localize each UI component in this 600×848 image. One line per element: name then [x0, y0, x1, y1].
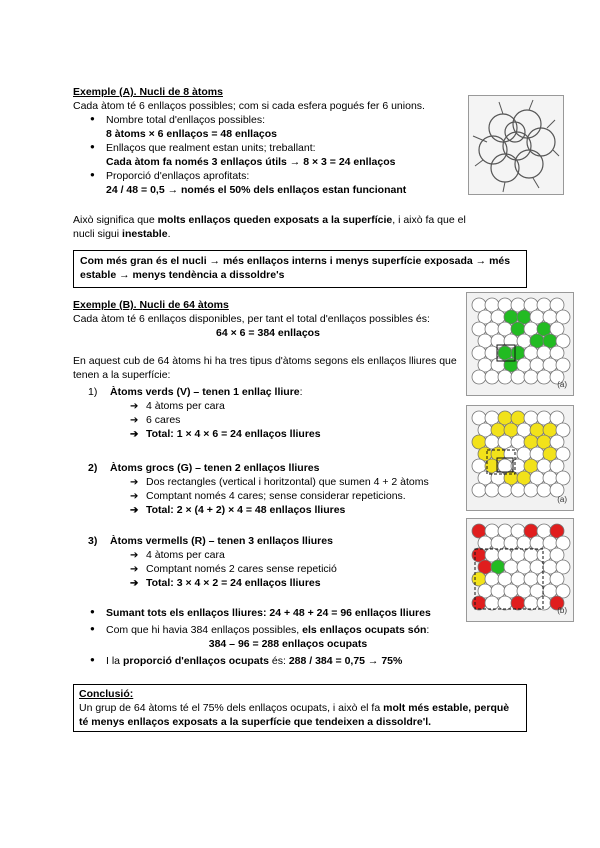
text: Com que hi havia 384 enllaços possibles,	[106, 623, 303, 636]
yellow-atoms-list	[130, 476, 458, 518]
example-b-types-intro: En aquest cub de 64 àtoms hi ha tres tipus d'àtoms segons els enllaços lliures que tenen a la superfície:	[73, 355, 457, 381]
figure-red-atoms	[466, 518, 574, 622]
example-a-intro: Cada àtom té 6 enllaços possibles; com si cada esfera pogués fer 6 unions.	[73, 100, 425, 112]
list-item: ➔ 4 àtoms per cara	[130, 549, 458, 563]
figure-8-atoms	[468, 95, 564, 195]
text-bold: Sumant tots els enllaços lliures:	[106, 607, 270, 619]
conclusion-box	[73, 684, 527, 732]
atom	[524, 370, 538, 384]
green-atoms-list	[130, 400, 458, 442]
example-a-conclusion	[73, 214, 473, 242]
colon: :	[299, 386, 303, 398]
colon: :	[426, 623, 430, 636]
atom	[524, 596, 538, 610]
text: I la	[106, 654, 123, 667]
example-b-total: 64 × 6 = 384 enllaços	[216, 327, 320, 339]
text: Un grup de 64 àtoms té el 75% dels enllaços ocupats, i això el fa	[79, 701, 384, 714]
list-item: ➔ Dos rectangles (vertical i horitzontal) que sumen 4 + 2 àtoms	[130, 476, 458, 490]
atom	[472, 370, 486, 384]
summary-occupied	[88, 624, 488, 652]
green-atoms-section	[88, 386, 458, 442]
summary-sum	[88, 607, 488, 621]
list-item: ➔ Comptant només 4 cares; sense considerar repeticions.	[130, 490, 458, 504]
list-number: 2)	[88, 462, 98, 474]
list-item: ➔ 6 cares	[130, 414, 458, 428]
example-a-bullets	[88, 114, 468, 198]
text: .	[167, 227, 171, 240]
text-bold: 288 / 384 = 0,75 → 75%	[288, 654, 403, 667]
bullet-calc: Cada àtom fa només 3 enllaços útils → 8 × 3 = 24 enllaços	[106, 155, 396, 168]
text-bold: molt més estable, perquè té menys enllaços exposats a la superfície que tendeixen a dissoldre'l.	[79, 701, 510, 728]
section-title: Àtoms vermells (R) – tenen 3 enllaços lliures	[110, 535, 333, 547]
example-b-intro: Cada àtom té 6 enllaços disponibles, per tant el total d'enllaços possibles és:	[73, 313, 430, 325]
figure-green-atoms	[466, 292, 574, 396]
text: , i això fa que el nucli sigui	[73, 214, 466, 240]
section-title: Àtoms grocs (G) – tenen 2 enllaços lliures	[110, 462, 320, 474]
atom	[524, 483, 538, 497]
atom	[472, 483, 486, 497]
figure-yellow-atoms	[466, 405, 574, 511]
bullet-text: Proporció d'enllaços aprofitats:	[106, 169, 250, 182]
atom	[511, 596, 525, 610]
atom	[511, 370, 525, 384]
example-a-heading: Exemple (A). Nucli de 8 àtoms	[73, 86, 223, 98]
figure-label: (a)	[557, 495, 567, 505]
atom	[498, 596, 512, 610]
summary-proportion	[88, 655, 488, 669]
list-total: ➔ Total: 1 × 4 × 6 = 24 enllaços lliures	[130, 428, 458, 442]
example-a-bullet-ratio	[88, 170, 468, 198]
example-a-bullet-total	[88, 114, 468, 142]
atom	[537, 370, 551, 384]
atom	[498, 370, 512, 384]
atom	[511, 483, 525, 497]
text-bold: molts enllaços queden exposats a la superfície	[157, 214, 393, 226]
list-number: 1)	[88, 386, 98, 398]
section-title: Àtoms verds (V) – tenen 1 enllaç lliure	[110, 386, 300, 398]
bullet-text: Nombre total d'enllaços possibles:	[106, 114, 266, 126]
list-item: ➔ 4 àtoms per cara	[130, 400, 458, 414]
list-number: 3)	[88, 535, 98, 547]
red-atoms-list	[130, 549, 458, 591]
text-bold: els enllaços ocupats són	[302, 623, 427, 636]
bullet-calc: 8 àtoms × 6 enllaços = 48 enllaços	[106, 127, 278, 140]
bullet-text: Enllaços que realment estan units; treballant:	[106, 141, 316, 154]
atom	[498, 483, 512, 497]
summary-bullets	[88, 607, 488, 669]
text: és:	[268, 654, 289, 667]
note-box: Com més gran és el nucli → més enllaços interns i menys superfície exposada → més estable → menys tendència a dissoldre's	[73, 250, 527, 288]
atom	[537, 483, 551, 497]
atom	[537, 596, 551, 610]
example-b-heading: Exemple (B). Nucli de 64 àtoms	[73, 299, 229, 311]
text-bold: proporció d'enllaços ocupats	[122, 654, 269, 667]
atom	[472, 596, 486, 610]
conclusion-heading: Conclusió:	[79, 688, 134, 700]
list-total: ➔ Total: 2 × (4 + 2) × 4 = 48 enllaços lliures	[130, 504, 458, 518]
figure-label: (b)	[557, 606, 567, 616]
yellow-atoms-section	[88, 462, 458, 518]
atom	[485, 596, 499, 610]
text-bold: inestable	[122, 227, 168, 240]
figure-8-atoms-drawing	[469, 96, 565, 196]
example-a-bullet-used	[88, 142, 468, 170]
atom	[485, 370, 499, 384]
figure-label: (a)	[557, 380, 567, 390]
red-atoms-section	[88, 535, 458, 591]
atom	[485, 483, 499, 497]
text: Això significa que	[73, 214, 158, 226]
text-bold: 24 + 48 + 24 = 96 enllaços lliures	[269, 607, 431, 619]
occupied-calc: 384 – 96 = 288 enllaços ocupats	[208, 637, 368, 650]
list-total: ➔ Total: 3 × 4 × 2 = 24 enllaços lliures	[130, 577, 458, 591]
bullet-calc: 24 / 48 = 0,5 → només el 50% dels enllaços estan funcionant	[106, 183, 407, 196]
list-item: ➔ Comptant només 2 cares sense repetició	[130, 563, 458, 577]
